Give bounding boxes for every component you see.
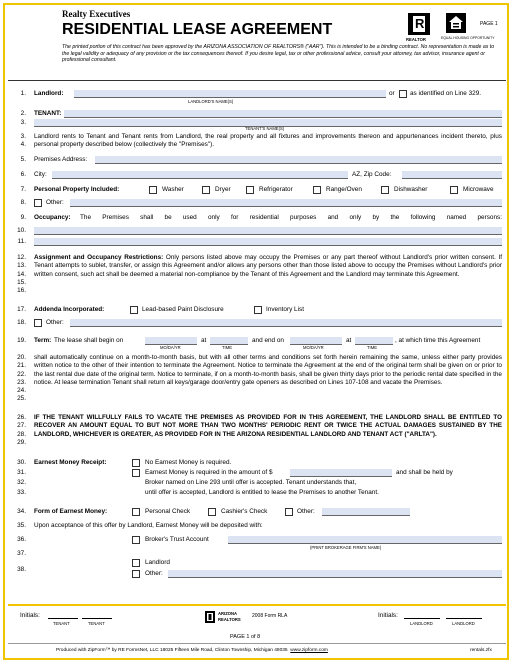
tenant-caption-2: TENANT [88, 621, 105, 626]
tenant-initial-line-1[interactable] [48, 618, 78, 619]
occupancy-text: The Premises shall be used only for residential purposes and only by the following named persons: [80, 214, 502, 221]
arizona-text: ARIZONA [218, 611, 238, 616]
dishwasher-checkbox[interactable] [381, 186, 389, 194]
realtors-text: REALTORS [218, 617, 241, 622]
tenant-name-field-1[interactable] [64, 110, 502, 118]
line-number: 5. [20, 156, 26, 163]
landlord-initial-line-2[interactable] [446, 618, 482, 619]
line-number: 31. [17, 469, 26, 476]
landlord-name-field[interactable] [74, 90, 386, 98]
line-number: 9. [20, 214, 26, 221]
other-addenda-checkbox[interactable] [34, 319, 42, 327]
other-form-field[interactable] [322, 508, 410, 516]
disclaimer: The printed portion of this contract has been approved by the ARIZONA ASSOCIATION OF REALTORS® ("AAR"). This is intended to be a binding contract. No representation is made as to the legal validity or adequacy of any provision or the tax consequences thereof. If you desire legal, tax or other professional advice, consult your attorney, tax advisor, insurance agent or professional consultant. [62, 44, 495, 64]
other-property-checkbox[interactable] [34, 199, 42, 207]
line-number: 16. [17, 287, 26, 294]
line-number: 38. [17, 566, 26, 573]
line-number: 34. [17, 508, 26, 515]
produced-by [56, 648, 328, 653]
line-number: 27. [17, 422, 26, 429]
footer-rule [8, 643, 506, 644]
premises-address-label: Premises Address: [34, 156, 88, 163]
microwave-label: Microwave [463, 186, 494, 193]
premises-address-field[interactable] [95, 156, 502, 164]
no-earnest-money-label: No Earnest Money is required. [145, 459, 232, 466]
landlord-caption-1: LANDLORD [410, 621, 433, 626]
other-addenda-field[interactable] [70, 319, 502, 327]
line-number: 24. [17, 387, 26, 394]
line-number: 8. [20, 199, 26, 206]
line-number: 21. [17, 362, 26, 369]
tenant-label: TENANT: [34, 110, 62, 117]
broker-trust-checkbox[interactable] [132, 536, 140, 544]
dryer-checkbox[interactable] [202, 186, 210, 194]
line-number: 4. [20, 141, 26, 148]
occupant-names-field-2[interactable] [34, 238, 502, 246]
form-earnest-label: Form of Earnest Money: [34, 508, 108, 515]
zip-code-field[interactable] [402, 171, 502, 179]
line-number: 29. [17, 439, 26, 446]
line-number: 10. [17, 227, 26, 234]
earnest-money-required-checkbox[interactable] [132, 469, 140, 477]
aar-logo-icon [205, 610, 215, 622]
landlord-initials-label: Initials: [378, 612, 398, 619]
brokerage-caption: (PRINT BROKERAGE FIRM'S NAME) [310, 545, 382, 550]
end-time-caption: TIME [367, 345, 378, 350]
begin-date-field[interactable] [145, 337, 197, 345]
at-text: at [201, 337, 207, 344]
personal-check-checkbox[interactable] [132, 508, 140, 516]
landlord-label: Landlord: [34, 90, 64, 97]
line-number: 32. [17, 479, 26, 486]
broker-trust-label: Broker's Trust Account [145, 536, 209, 543]
other-deposit-checkbox[interactable] [132, 570, 140, 578]
personal-check-label: Personal Check [145, 508, 191, 515]
line-number: 12. [17, 254, 26, 261]
footer-divider [8, 604, 506, 606]
line-number: 20. [17, 354, 26, 361]
line-number: 37. [17, 550, 26, 557]
begin-date-caption: MO/DA/YR [160, 345, 181, 350]
dryer-label: Dryer [215, 186, 231, 193]
personal-property-label: Personal Property Included: [34, 186, 120, 193]
term-clause: shall automatically continue on a month-to-month basis, but with all other terms and conditions set forth herein remaining the same, unless either party provides written notice to the other of their intention to terminate the Agreement. Notice to terminate the Agreement at the end of the original term shall be given on or prior to the last rental due date of the original term. Notice to terminate, if on a month-to-month basis, shall be given thirty days prior to the periodic rental date specified in the notice. At lease termination Tenant shall return all keys/garage door/entry gate openers as described on Lines 107-108 and vacate the Premises. [34, 354, 502, 386]
rental-clause: Landlord rents to Tenant and Tenant rents from Landlord, the real property and all fixtures and improvements thereon and appurtenances incident thereto, plus personal property described below (collectively the "Premises"). [34, 133, 502, 149]
landlord-initial-line-1[interactable] [404, 618, 440, 619]
line-number: 2. [20, 110, 26, 117]
zipform-link[interactable]: www.zipform.com [290, 648, 328, 653]
line-number: 6. [20, 171, 26, 178]
term-begin-text: The lease shall begin on [54, 337, 124, 344]
washer-label: Washer [162, 186, 184, 193]
line-number: 25. [17, 395, 26, 402]
term-label: Term: [34, 337, 52, 344]
washer-checkbox[interactable] [149, 186, 157, 194]
occupancy-label: Occupancy: [34, 214, 71, 221]
line-number: 7. [20, 186, 26, 193]
end-time-field[interactable] [355, 337, 393, 345]
range-oven-checkbox[interactable] [313, 186, 321, 194]
other-form-checkbox[interactable] [285, 508, 293, 516]
landlord-deposit-label: Landlord [145, 559, 170, 566]
identified-text: as identified on Line 329. [410, 90, 482, 97]
end-date-field[interactable] [290, 337, 342, 345]
realtor-caption: REALTOR [406, 37, 426, 42]
term-continue-text: , at which time this Agreement [395, 337, 481, 344]
at-text: at [346, 337, 352, 344]
addenda-label: Addenda Incorporated: [34, 306, 105, 313]
as-identified-checkbox[interactable] [399, 90, 407, 98]
form-number: 2008 Form RLA [252, 613, 288, 619]
company-name: Realty Executives [62, 9, 131, 19]
or-text: or [389, 90, 395, 97]
inventory-list-label: Inventory List [266, 306, 305, 313]
landlord-caption-2: LANDLORD [452, 621, 475, 626]
no-earnest-money-checkbox[interactable] [132, 459, 140, 467]
page-number: PAGE 1 of 8 [230, 634, 261, 640]
line-number: 3. [20, 119, 26, 126]
az-zip-label: AZ, Zip Code: [352, 171, 392, 178]
city-label: City: [34, 171, 47, 178]
equal-housing-caption: EQUAL HOUSING OPPORTUNITY [441, 36, 495, 40]
holdover-clause: IF THE TENANT WILLFULLY FAILS TO VACATE THE PREMISES AS PROVIDED FOR IN THIS AGREEMENT, THE LANDLORD SHALL BE ENTITLED TO RECOVER AN AMOUNT EQUAL TO BUT NOT MORE THAN TWO MONTHS' PERIODIC RENT OR TWICE THE ACTUAL DAMAGES SUSTAINED BY THE LANDLORD, WHICHEVER IS GREATER, AS PROVIDED FOR IN THE ARIZONA RESIDENTIAL LANDLORD AND TENANT ACT ("ARLTA"). [34, 414, 502, 438]
dishwasher-label: Dishwasher [394, 186, 428, 193]
page-label: PAGE 1 [480, 21, 498, 27]
page-border [3, 3, 509, 660]
other-deposit-field[interactable] [168, 570, 502, 578]
end-date-caption: MO/DA/YR [303, 345, 324, 350]
file-name: rentals.zfx [470, 648, 492, 653]
line-number: 19. [17, 337, 26, 344]
other-property-label: Other: [46, 199, 64, 206]
other-form-label: Other: [297, 508, 315, 515]
line-number: 22. [17, 371, 26, 378]
produced-text: Produced with ZipForm™ by RE FormsNet, LLC 18025 Fifteen Mile Road, Clinton Township, Michigan 48035 [56, 648, 288, 653]
line-number: 14. [17, 271, 26, 278]
landlord-name-caption: LANDLORD'S NAME(S) [188, 99, 234, 104]
tenant-initials-label: Initials: [20, 612, 40, 619]
equal-housing-icon [446, 13, 466, 33]
assignment-clause [34, 254, 502, 279]
line-number: 35. [17, 522, 26, 529]
line-number: 15. [17, 279, 26, 286]
term-end-text: and end on [252, 337, 284, 344]
lead-paint-label: Lead-based Paint Disclosure [142, 306, 224, 313]
brokerage-firm-field[interactable] [228, 536, 502, 544]
document-title: RESIDENTIAL LEASE AGREEMENT [62, 21, 333, 38]
realtor-logo-icon: R [408, 13, 430, 35]
earnest-amount-field[interactable] [290, 469, 392, 477]
earnest-money-required-label: Earnest Money is required in the amount of $ [145, 469, 273, 476]
line-number: 30. [17, 459, 26, 466]
line-number: 18. [17, 319, 26, 326]
cashiers-check-label: Cashier's Check [221, 508, 268, 515]
lease-another-text: until offer is accepted, Landlord is entitled to lease the Premises to another Tenant. [145, 489, 379, 496]
line-number: 36. [17, 536, 26, 543]
line-number: 26. [17, 414, 26, 421]
line-number: 3. [20, 133, 26, 140]
other-addenda-label: Other: [46, 319, 64, 326]
occupant-names-field-1[interactable] [34, 227, 502, 235]
lead-paint-checkbox[interactable] [130, 306, 138, 314]
refrigerator-label: Refrigerator [259, 186, 293, 193]
microwave-checkbox[interactable] [450, 186, 458, 194]
inventory-list-checkbox[interactable] [254, 306, 262, 314]
cashiers-check-checkbox[interactable] [208, 508, 216, 516]
other-deposit-label: Other: [145, 570, 163, 577]
refrigerator-checkbox[interactable] [246, 186, 254, 194]
begin-time-field[interactable] [210, 337, 248, 345]
range-oven-label: Range/Oven [326, 186, 362, 193]
earnest-money-label: Earnest Money Receipt: [34, 459, 107, 466]
landlord-deposit-checkbox[interactable] [132, 559, 140, 567]
tenant-name-caption: TENANT'S NAME(S) [245, 126, 285, 131]
line-number: 17. [17, 306, 26, 313]
deposit-text: Upon acceptance of this offer by Landlord, Earnest Money will be deposited with: [34, 522, 263, 529]
assignment-label: Assignment and Occupancy Restrictions: [34, 254, 164, 261]
line-number: 11. [17, 238, 26, 245]
begin-time-caption: TIME [222, 345, 233, 350]
tenant-caption-1: TENANT [53, 621, 70, 626]
broker-line-text: Broker named on Line 293 until offer is accepted. Tenant understands that, [145, 479, 357, 486]
other-property-field[interactable] [70, 199, 502, 207]
line-number: 28. [17, 431, 26, 438]
line-number: 13. [17, 262, 26, 269]
held-by-text: and shall be held by [396, 469, 453, 476]
line-number: 1. [20, 90, 26, 97]
line-number: 23. [17, 379, 26, 386]
tenant-initial-line-2[interactable] [82, 618, 112, 619]
line-number: 33. [17, 489, 26, 496]
assignment-text: Only persons listed above may occupy the Premises or any part thereof without Landlord's prior written consent. If Tenant attempts to sublet, transfer, or assign this Agreement and/or allows any persons other than those listed above to occupy the Premises without Landlord's prior written consent, such act shall be deemed a material non-compliance by the Tenant of this Agreement and the Landlord may terminate this Agreement. [34, 254, 502, 278]
header-divider [8, 80, 506, 81]
city-field[interactable] [52, 171, 348, 179]
